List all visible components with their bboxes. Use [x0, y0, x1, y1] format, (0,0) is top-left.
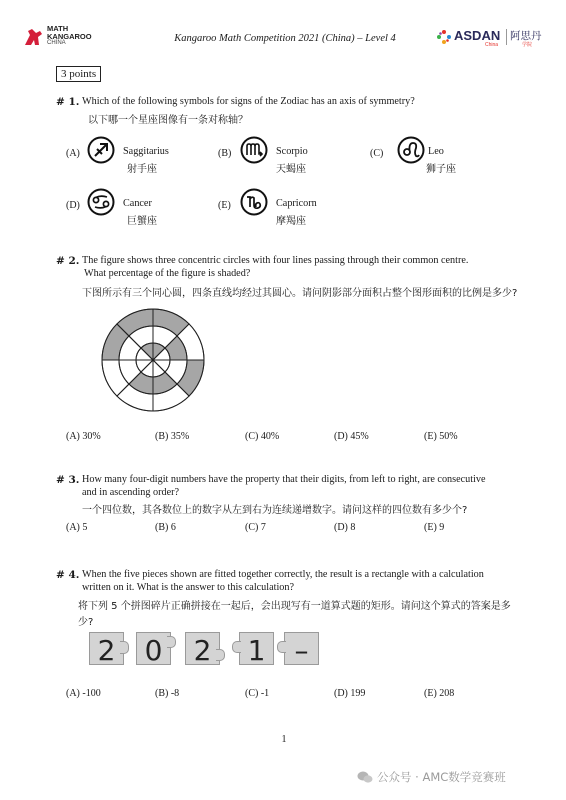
q3-text-en-1: How many four-digit numbers have the property that their digits, from left to right, are consecutive [82, 474, 486, 485]
wechat-watermark [357, 768, 557, 788]
q1-option-a-cn: 射手座 [127, 164, 157, 175]
q3-option-d[interactable]: (D) 8 [334, 522, 356, 533]
puzzle-piece-1-label: 2 [97, 634, 116, 667]
leo-icon [397, 136, 425, 168]
asdan-sub: China [485, 42, 499, 48]
q4-text-cn-1: 将下列 5 个拼图碎片正确拼接在一起后，会出现写有一道算式题的矩形。请问这个算式的答案是多 [78, 601, 511, 612]
q2-option-a[interactable]: (A) 30% [66, 431, 101, 442]
asdan-cn: 阿思丹 [510, 30, 542, 42]
kangaroo-icon [22, 25, 46, 49]
cancer-icon [87, 188, 115, 220]
watermark-text: 公众号 · AMC数学竞赛班 [377, 770, 506, 784]
puzzle-piece-1 [89, 632, 124, 665]
q2-number: # 2. [56, 255, 80, 267]
header-title: Kangaroo Math Competition 2021 (China) – Level 4 [174, 33, 396, 44]
q4-text-en-1: When the five pieces shown are fitted together correctly, the result is a rectangle with a calculation [82, 569, 484, 580]
q2-option-e[interactable]: (E) 50% [424, 431, 458, 442]
q3-text-cn: 一个四位数，其各数位上的数字从左到右为连续递增数字。请问这样的四位数有多少个? [82, 505, 468, 516]
logo-text-math: MATH [47, 24, 69, 33]
q4-option-d[interactable]: (D) 199 [334, 688, 366, 699]
q2-text-en-1: The figure shows three concentric circles with four lines passing through their common centre. [82, 255, 469, 266]
puzzle-piece-4 [239, 632, 274, 665]
puzzle-piece-5-label: – [294, 634, 309, 667]
q4-text-cn-2: 少? [78, 617, 94, 628]
logo-text-kangaroo: KANGAROO [47, 32, 92, 41]
puzzle-piece-4-label: 1 [247, 634, 266, 667]
q3-text-en-2: and in ascending order? [82, 487, 180, 498]
asdan-logo [436, 28, 546, 48]
capricorn-icon [240, 188, 268, 220]
q1-option-e-letter[interactable]: (E) [218, 200, 231, 211]
puzzle-piece-2 [136, 632, 171, 665]
q3-option-a[interactable]: (A) 5 [66, 522, 88, 533]
q1-number: # 1. [56, 96, 80, 108]
asdan-dots-icon [436, 29, 452, 45]
wechat-icon [357, 770, 373, 784]
puzzle-piece-2-label: 0 [144, 634, 163, 667]
q1-option-c-en: Leo [428, 146, 444, 157]
math-kangaroo-logo [22, 24, 112, 50]
q1-option-b-en: Scorpio [276, 146, 308, 157]
q4-option-a[interactable]: (A) -100 [66, 688, 101, 699]
q1-text-en: Which of the following symbols for signs of the Zodiac has an axis of symmetry? [82, 96, 415, 107]
q1-option-e-cn: 摩羯座 [276, 216, 306, 227]
q1-option-d-letter[interactable]: (D) [66, 200, 80, 211]
page-number: 1 [281, 734, 287, 745]
q1-option-c-letter[interactable]: (C) [370, 148, 384, 159]
q3-option-b[interactable]: (B) 6 [155, 522, 176, 533]
q4-number: # 4. [56, 569, 80, 581]
q1-option-e-en: Capricorn [276, 198, 317, 209]
puzzle-piece-3 [185, 632, 220, 665]
concentric-circles-figure [99, 306, 207, 418]
q1-option-a-en: Saggitarius [123, 146, 169, 157]
q3-option-e[interactable]: (E) 9 [424, 522, 445, 533]
q4-text-en-2: written on it. What is the answer to this calculation? [82, 582, 294, 593]
concentric-circles-svg [99, 306, 207, 414]
q1-option-d-en: Cancer [123, 198, 152, 209]
q2-text-cn: 下图所示有三个同心圆，四条直线均经过其圆心。请问阴影部分面积占整个图形面积的比例是多少? [82, 288, 518, 299]
q4-option-e[interactable]: (E) 208 [424, 688, 455, 699]
q2-text-en-2: What percentage of the figure is shaded? [84, 268, 251, 279]
q1-option-b-cn: 天蝎座 [276, 164, 306, 175]
puzzle-piece-3-label: 2 [193, 634, 212, 667]
q4-option-c[interactable]: (C) -1 [245, 688, 270, 699]
q4-option-b[interactable]: (B) -8 [155, 688, 180, 699]
q3-option-c[interactable]: (C) 7 [245, 522, 266, 533]
q2-option-b[interactable]: (B) 35% [155, 431, 190, 442]
scorpio-icon [240, 136, 268, 168]
q1-option-d-cn: 巨蟹座 [127, 216, 157, 227]
puzzle-piece-5 [284, 632, 319, 665]
q1-option-a-letter[interactable]: (A) [66, 148, 80, 159]
q1-option-b-letter[interactable]: (B) [218, 148, 232, 159]
q2-option-c[interactable]: (C) 40% [245, 431, 280, 442]
q1-text-cn: 以下哪一个星座图像有一条对称轴？ [88, 115, 248, 126]
q3-number: # 3. [56, 474, 80, 486]
section-label: 3 points [56, 66, 101, 82]
asdan-brand: ASDAN [454, 28, 501, 43]
asdan-cn-sub: 学院 [522, 42, 533, 48]
logo-text-china: CHINA [47, 40, 66, 46]
q1-option-c-cn: 狮子座 [426, 164, 456, 175]
sagittarius-icon [87, 136, 115, 168]
q2-option-d[interactable]: (D) 45% [334, 431, 369, 442]
